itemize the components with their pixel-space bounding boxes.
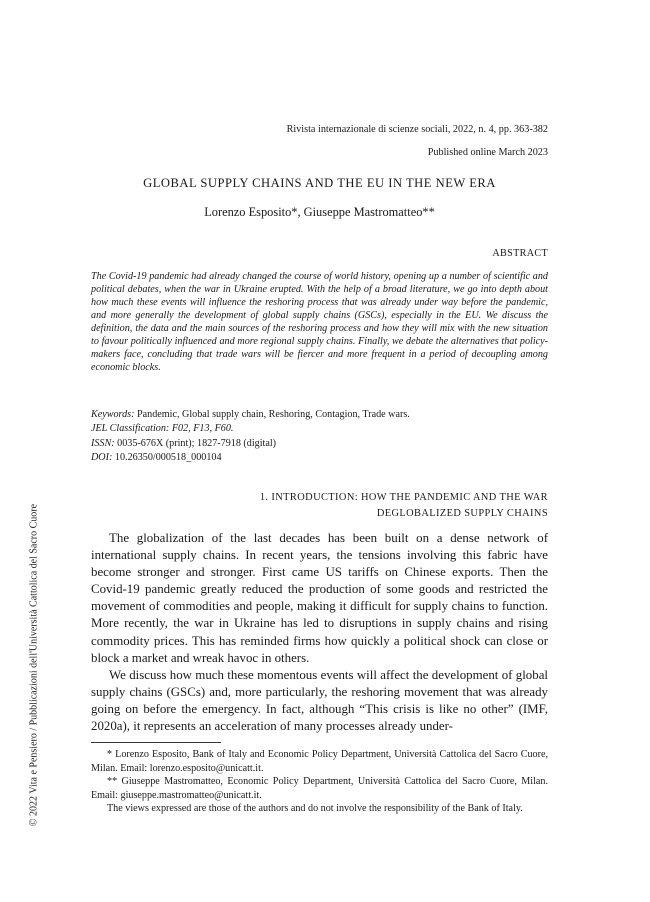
journal-citation: Rivista internazionale di scienze sociali, 2022, n. 4, pp. 363-382 [286, 124, 548, 135]
publication-date: Published online March 2023 [427, 147, 548, 158]
keywords-value: Pandemic, Global supply chain, Reshoring, Contagion, Trade wars. [137, 409, 410, 420]
jel-line [91, 422, 548, 436]
section-heading-line-1: 1. INTRODUCTION: HOW THE PANDEMIC AND THE WAR [259, 492, 548, 503]
paragraph-2: We discuss how much these momentous events will affect the development of global supply chains (GSCs) and, more particularly, the reshoring movement that was already going on before the emergency. In fact, although “This crisis is like no other” (IMF, 2020a), it represents an acceleration of many processes already under- [91, 667, 548, 734]
footnote-1: * Lorenzo Esposito, Bank of Italy and Economic Policy Department, Università Cattolica del Sacro Cuore, Milan. Email: lorenzo.esposito@unicatt.it. [91, 749, 548, 774]
keywords-label: Keywords: [91, 409, 135, 420]
author-list: Lorenzo Esposito*, Giuseppe Mastromatteo** [204, 205, 435, 219]
issn-label: ISSN: [91, 437, 115, 449]
article-metadata [91, 408, 548, 465]
section-heading-line-2: DEGLOBALIZED SUPPLY CHAINS [376, 508, 548, 519]
copyright-sidebar [22, 480, 46, 850]
doi-label: DOI: [91, 451, 113, 463]
abstract-heading: ABSTRACT [492, 248, 548, 259]
keywords-line [91, 408, 548, 422]
paper-title: GLOBAL SUPPLY CHAINS AND THE EU IN THE NEW ERA [143, 176, 496, 190]
issn-line [91, 437, 548, 451]
doi-line [91, 451, 548, 465]
issn-value: 0035-676X (print); 1827-7918 (digital) [117, 437, 277, 449]
jel-value: F02, F13, F60. [171, 423, 234, 435]
paragraph-1: The globalization of the last decades has been built on a dense network of international supply chains. In recent years, the tensions involving this fabric have become stronger and stronger. First came US tariffs on Chinese exports. Then the Covid-19 pandemic greatly reduced the production of some goods and restricted the movement of commodities and people, making it difficult for supply chains to function. More recently, the war in Ukraine has led to disruptions in supply chains and rising commodity prices. This has reminded firms how quickly a political shock can close or block a market and wreak havoc in others. [91, 531, 548, 665]
footnote-2: ** Giuseppe Mastromatteo, Economic Policy Department, Università Cattolica del Sacro Cuore, Milan. Email: giuseppe.mastromatteo@unicatt.it. [91, 776, 548, 801]
jel-label: JEL Classification: [91, 423, 170, 435]
abstract-text: The Covid-19 pandemic had already changed the course of world history, opening up a number of scientific and political debates, when the war in Ukraine erupted. With the help of a broad literature, we go into depth about how much these events will influence the reshoring process that was already under way before the pandemic, and more generally the development of global supply chains (GSCs), especially in the EU. We discuss the definition, the data and the main sources of the reshoring process and how they will mix with the new situation to favour politically influenced and more regional supply chains. Finally, we debate the alternatives that policy-makers face, concluding that trade wars will be fiercer and more frequent in a period of decoupling among economic blocks. [91, 271, 548, 373]
footnote-3: The views expressed are those of the authors and do not involve the responsibility of the Bank of Italy. [107, 803, 523, 815]
doi-value: 10.26350/000518_000104 [114, 451, 222, 463]
footnote-divider [91, 742, 221, 743]
footnotes [91, 748, 548, 816]
section-heading [218, 490, 548, 522]
body-text [91, 530, 548, 735]
copyright-text: © 2022 Vita e Pensiero / Pubblicazioni dell'Università Cattolica del Sacro Cuore [28, 503, 40, 827]
